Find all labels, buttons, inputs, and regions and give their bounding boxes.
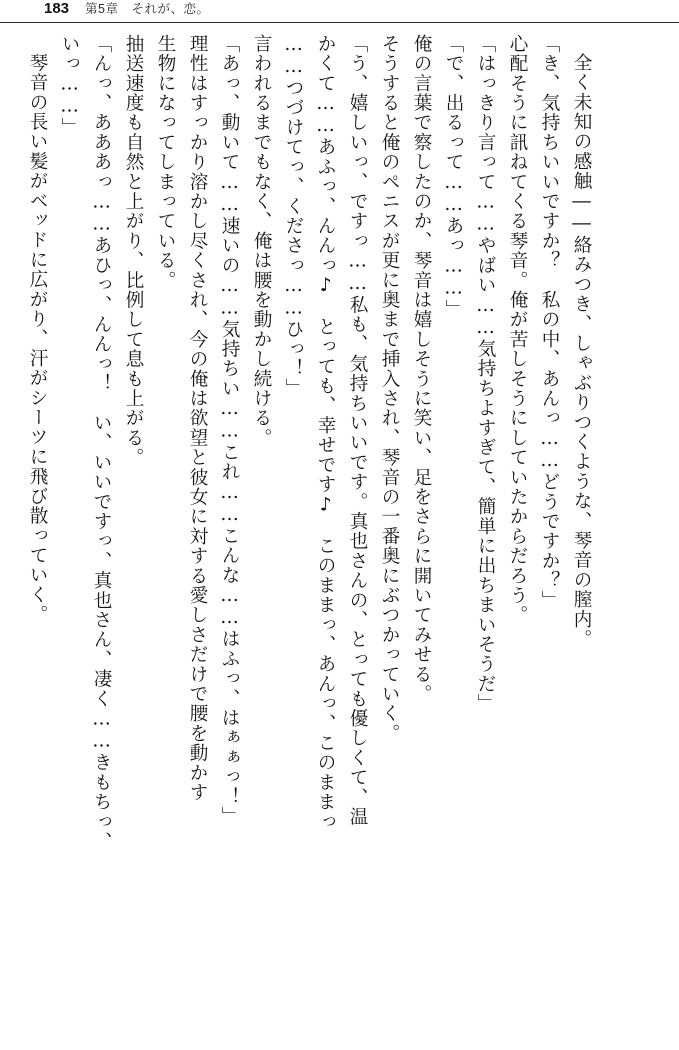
text-line: ……つづけてっ、くださっ……ひっ！」 (283, 34, 304, 399)
text-line: いっ……」 (59, 34, 80, 138)
text-line: 「で、出るって……あっ……」 (443, 34, 464, 320)
page-body (21, 34, 661, 1034)
text-line: 心配そうに訊ねてくる琴音。俺が苦しそうにしていたからだろう。 (507, 34, 528, 625)
page-number: 183 (44, 0, 70, 17)
text-line: 「き、気持ちいいですか？ 私の中、あんっ……どうですか？」 (539, 34, 560, 611)
text-line: かくて……あふっ、んんっ♪ とっても、幸せです♪ このままっ、あんっ、このままっ (315, 34, 336, 832)
text-line: 言われるまでもなく、俺は腰を動かし続ける。 (251, 34, 272, 448)
text-line: 全く未知の感触――絡みつき、しゃぶりつくような、琴音の膣内。 (571, 52, 592, 649)
text-line: 「あっ、動いて……速いの……気持ちい……これ……こんな……はふっ、はぁぁっ！」 (219, 34, 240, 827)
text-line: そうすると俺のペニスが更に奥まで挿入され、琴音の一番奥にぶつかっていく。 (379, 34, 400, 744)
text-line: 生物になってしまっている。 (155, 34, 176, 291)
vertical-text-block (21, 34, 597, 1029)
text-line: 「はっきり言って……やばい……気持ちよすぎて、簡単に出ちまいそうだ」 (475, 34, 496, 714)
text-line: 「んっ、あああっ……あひっ、んんっ！ い、いいですっ、真也さん、凄く……きもちっ、 (91, 34, 112, 852)
text-line: 琴音の長い髪がベッドに広がり、汗がシーツに飛び散っていく。 (27, 52, 48, 624)
chapter-title: 第5章 それが、恋。 (85, 2, 210, 16)
text-line: 理性はすっかり溶かし尽くされ、今の俺は欲望と彼女に対する愛しさだけで腰を動かす (187, 34, 208, 803)
text-line: 「う、嬉しいっ、ですっ……私も、気持ちいいです。真也さんの、とっても優しくて、温 (347, 34, 368, 827)
text-line: 俺の言葉で察したのか、琴音は嬉しそうに笑い、足をさらに開いてみせる。 (411, 34, 432, 704)
header-divider (0, 22, 679, 23)
text-line: 抽送速度も自然と上がり、比例して息も上がる。 (123, 34, 144, 468)
